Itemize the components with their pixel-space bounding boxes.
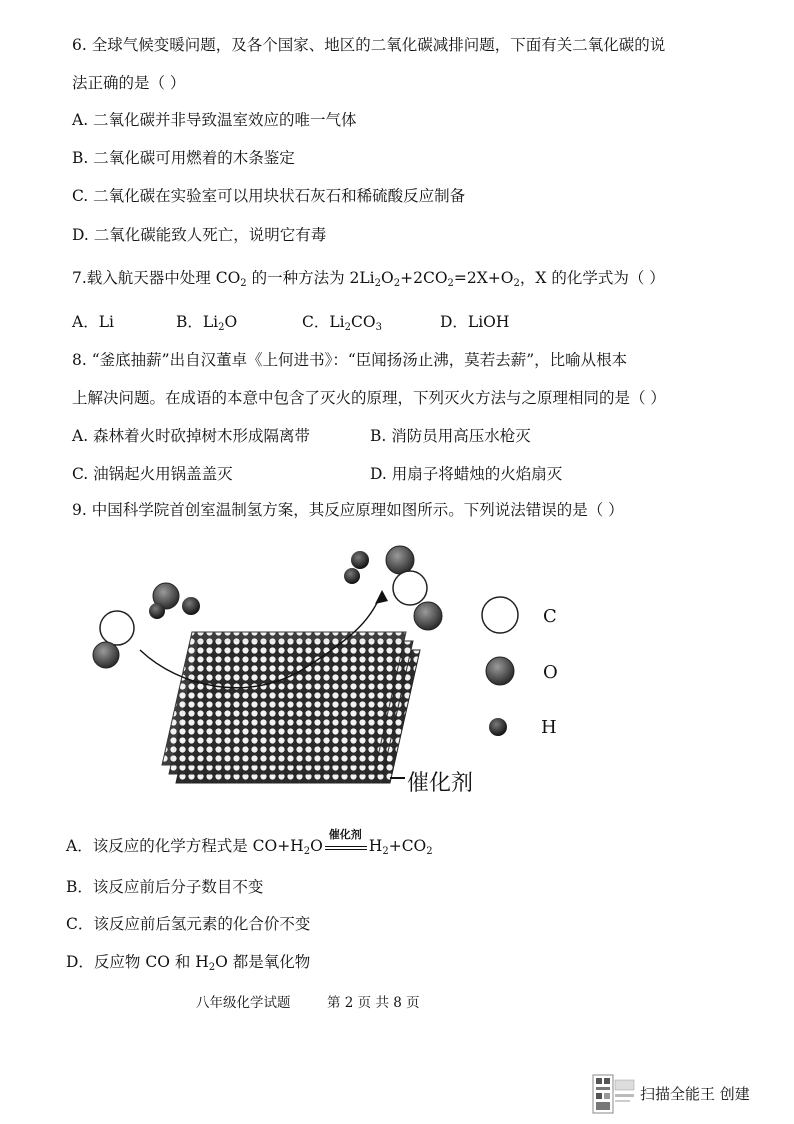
- q9-option-a-sub2: 2: [382, 846, 389, 857]
- q6-option-c: C. 二氧化碳在实验室可以用块状石灰石和稀硫酸反应制备: [72, 187, 466, 205]
- q7-option-d: D．LiOH: [440, 313, 510, 331]
- q7-eq2: +2CO: [400, 269, 448, 287]
- q8-option-b: B. 消防员用高压水枪灭: [370, 427, 531, 445]
- catalyst-plates: [162, 632, 420, 783]
- legend-hydrogen-atom: [489, 718, 507, 736]
- reaction-diagram: [70, 538, 590, 828]
- q7-option-a: A．Li: [72, 313, 114, 331]
- q9-option-b: B．该反应前后分子数目不变: [66, 878, 264, 896]
- q7-option-b-pre: B．Li: [176, 313, 219, 331]
- q6-stem-line2: 法正确的是（ ）: [72, 74, 186, 92]
- q9-condition-line-2: [325, 849, 367, 850]
- q7-prefix: 7.载入航天器中处理 CO: [72, 269, 241, 287]
- legend-oxygen-label: O: [543, 662, 558, 683]
- q7-co2-sub: 2: [240, 278, 247, 289]
- reaction-arrowhead: [375, 590, 388, 604]
- q7-sub-a: 2: [374, 278, 382, 289]
- q7-eq3: =2X+O: [453, 269, 514, 287]
- q8-option-d: D. 用扇子将蜡烛的火焰扇灭: [370, 465, 563, 483]
- q7-option-b-post: O: [224, 313, 238, 331]
- co2-molecule-product: [386, 546, 442, 630]
- footer-subject: 八年级化学试题: [196, 995, 291, 1011]
- legend-carbon-atom: [482, 597, 518, 633]
- legend-oxygen-atom: [486, 657, 514, 685]
- q9-option-a-mid: O: [310, 837, 323, 855]
- q7-option-c: [302, 312, 382, 338]
- q7-option-c-sub: 2: [344, 322, 351, 333]
- q7-sub-b: 2: [393, 278, 401, 289]
- q9-option-a-post2: +CO: [388, 837, 427, 855]
- h2o-molecule-reactant: [149, 583, 200, 619]
- q7-suffix: ，X 的化学式为（ ）: [519, 269, 665, 287]
- q7-option-b-sub: 2: [218, 322, 225, 333]
- q9-option-a: [66, 828, 433, 862]
- q7-sub-d: 2: [513, 278, 520, 289]
- q8-option-c: C. 油锅起火用锅盖盖灭: [72, 465, 233, 483]
- co-molecule-reactant: [93, 611, 134, 668]
- watermark-text: 扫描全能王 创建: [640, 1085, 750, 1103]
- q9-option-d-sub: 2: [208, 962, 216, 973]
- legend-carbon-label: C: [543, 606, 557, 627]
- q8-option-a: A. 森林着火时砍掉树木形成隔离带: [72, 427, 311, 445]
- q7-stem: [72, 268, 665, 294]
- q9-option-d-pre: D．反应物 CO 和 H: [66, 953, 209, 971]
- q7-option-b: [176, 312, 237, 338]
- legend-hydrogen-label: H: [541, 717, 557, 738]
- q9-option-a-sub3: 2: [426, 846, 433, 857]
- q7-eq1: O: [381, 269, 394, 287]
- q7-option-c-sub2: 3: [375, 322, 382, 333]
- q9-condition-text: 催化剂: [328, 828, 362, 841]
- q7-mid: 的一种方法为 2Li: [246, 269, 375, 287]
- q7-sub-c: 2: [447, 278, 454, 289]
- scanner-logo-icon: [592, 1074, 636, 1114]
- q8-stem-line1: 8. “釜底抽薪”出自汉董卓《上何进书》：“臣闻扬汤止沸，莫若去薪”，比喻从根本: [72, 351, 628, 369]
- q9-option-d: [66, 952, 310, 978]
- q7-option-c-post: CO: [351, 313, 376, 331]
- q9-condition-arrow: [323, 828, 369, 857]
- q8-stem-line2: 上解决问题。在成语的本意中包含了灭火的原理，下列灭火方法与之原理相同的是（ ）: [72, 389, 666, 407]
- q9-option-a-sub1: 2: [303, 846, 311, 857]
- q9-stem: 9. 中国科学院首创室温制氢方案，其反应原理如图所示。下列说法错误的是（ ）: [72, 501, 624, 519]
- q9-option-a-post1: H: [368, 837, 383, 855]
- q7-option-c-pre: C．Li: [302, 313, 345, 331]
- h2-molecule-product: [344, 551, 369, 584]
- q6-option-a: A. 二氧化碳并非导致温室效应的唯一气体: [72, 111, 357, 129]
- q9-condition-line-1: [325, 846, 367, 847]
- q6-option-b: B. 二氧化碳可用燃着的木条鉴定: [72, 149, 295, 167]
- q9-option-c: C．该反应前后氢元素的化合价不变: [66, 915, 311, 933]
- q6-option-d: D. 二氧化碳能致人死亡，说明它有毒: [72, 226, 327, 244]
- q6-stem-line1: 6. 全球气候变暖问题，及各个国家、地区的二氧化碳减排问题，下面有关二氧化碳的说: [72, 36, 666, 54]
- q9-option-d-post: O 都是氧化物: [215, 953, 311, 971]
- footer-page: 第 2 页 共 8 页: [327, 995, 420, 1011]
- q9-option-a-pre: A．该反应的化学方程式是 CO+H: [66, 837, 304, 855]
- catalyst-label: 催化剂: [407, 771, 474, 796]
